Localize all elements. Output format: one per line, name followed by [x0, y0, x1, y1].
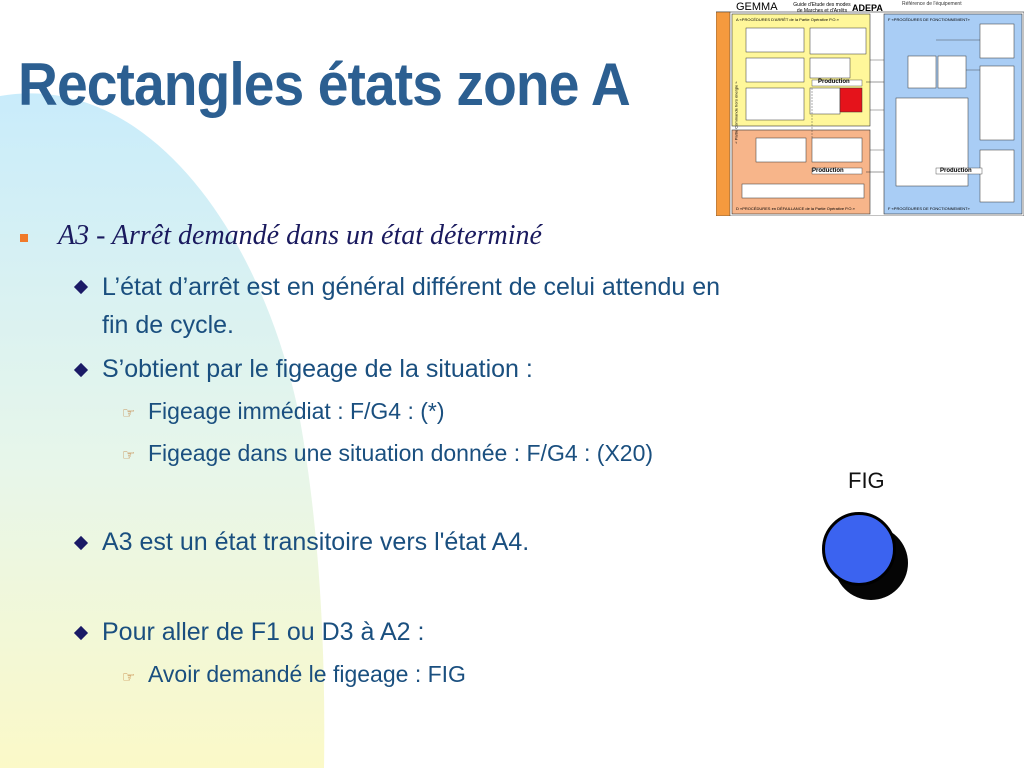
gemma-panel-f-bottom-label: F «PROCÉDURES DE FONCTIONNEMENT»: [888, 206, 970, 211]
gemma-panel-f-label: F «PROCÉDURES DE FONCTIONNEMENT»: [888, 17, 970, 22]
sub-bullet-text: Avoir demandé le figeage : FIG: [148, 661, 466, 687]
gemma-brand: ADEPA: [852, 3, 883, 13]
pointing-hand-icon: ☞: [122, 668, 136, 686]
bullet-text: fin de cycle.: [102, 311, 235, 339]
gemma-panel-a-label: A «PROCÉDURES D'ARRÊT de la Partie Opérative P.O.»: [736, 17, 839, 22]
gemma-subtitle: Guide d'Etude des modes de Marches et d'Arrêts: [793, 2, 851, 14]
bullet-text: L’état d’arrêt est en général différent de celui attendu en: [102, 273, 721, 301]
fig-button-face[interactable]: [822, 512, 896, 586]
square-bullet-icon: [20, 234, 28, 242]
gemma-state-a3: [840, 88, 862, 112]
bullet-text: A3 est un état transitoire vers l'état A4.: [102, 528, 530, 556]
sub-bullet-text: Figeage dans une situation donnée : F/G4 : (X20): [148, 440, 654, 466]
sub-bullet-text: Figeage immédiat : F/G4 : (*): [148, 398, 445, 424]
bullet-text: Pour aller de F1 ou D3 à A2 :: [102, 618, 425, 646]
fig-label: FIG: [848, 468, 885, 493]
gemma-panel-d-label: D «PROCÉDURES en DÉFAILLANCE de la Partie Opérative P.O.»: [736, 206, 855, 211]
gemma-production-label: Production: [940, 168, 972, 174]
gemma-production-label: Production: [818, 79, 850, 85]
gemma-diagram: [716, 0, 1024, 216]
gemma-side-label: « Partie Commande hors énergie »: [733, 81, 739, 144]
pointing-hand-icon: ☞: [122, 404, 136, 422]
gemma-title: GEMMA: [736, 1, 778, 13]
bullet-text: S’obtient par le figeage de la situation :: [102, 355, 533, 383]
gemma-ref: Référence de l'équipement: [902, 1, 962, 7]
gemma-production-label: Production: [812, 168, 844, 174]
section-heading: A3 - Arrêt demandé dans un état déterminé: [58, 220, 542, 251]
page-title: Rectangles états zone A: [18, 51, 630, 118]
fig-push-button[interactable]: [822, 512, 912, 604]
pointing-hand-icon: ☞: [122, 446, 136, 464]
